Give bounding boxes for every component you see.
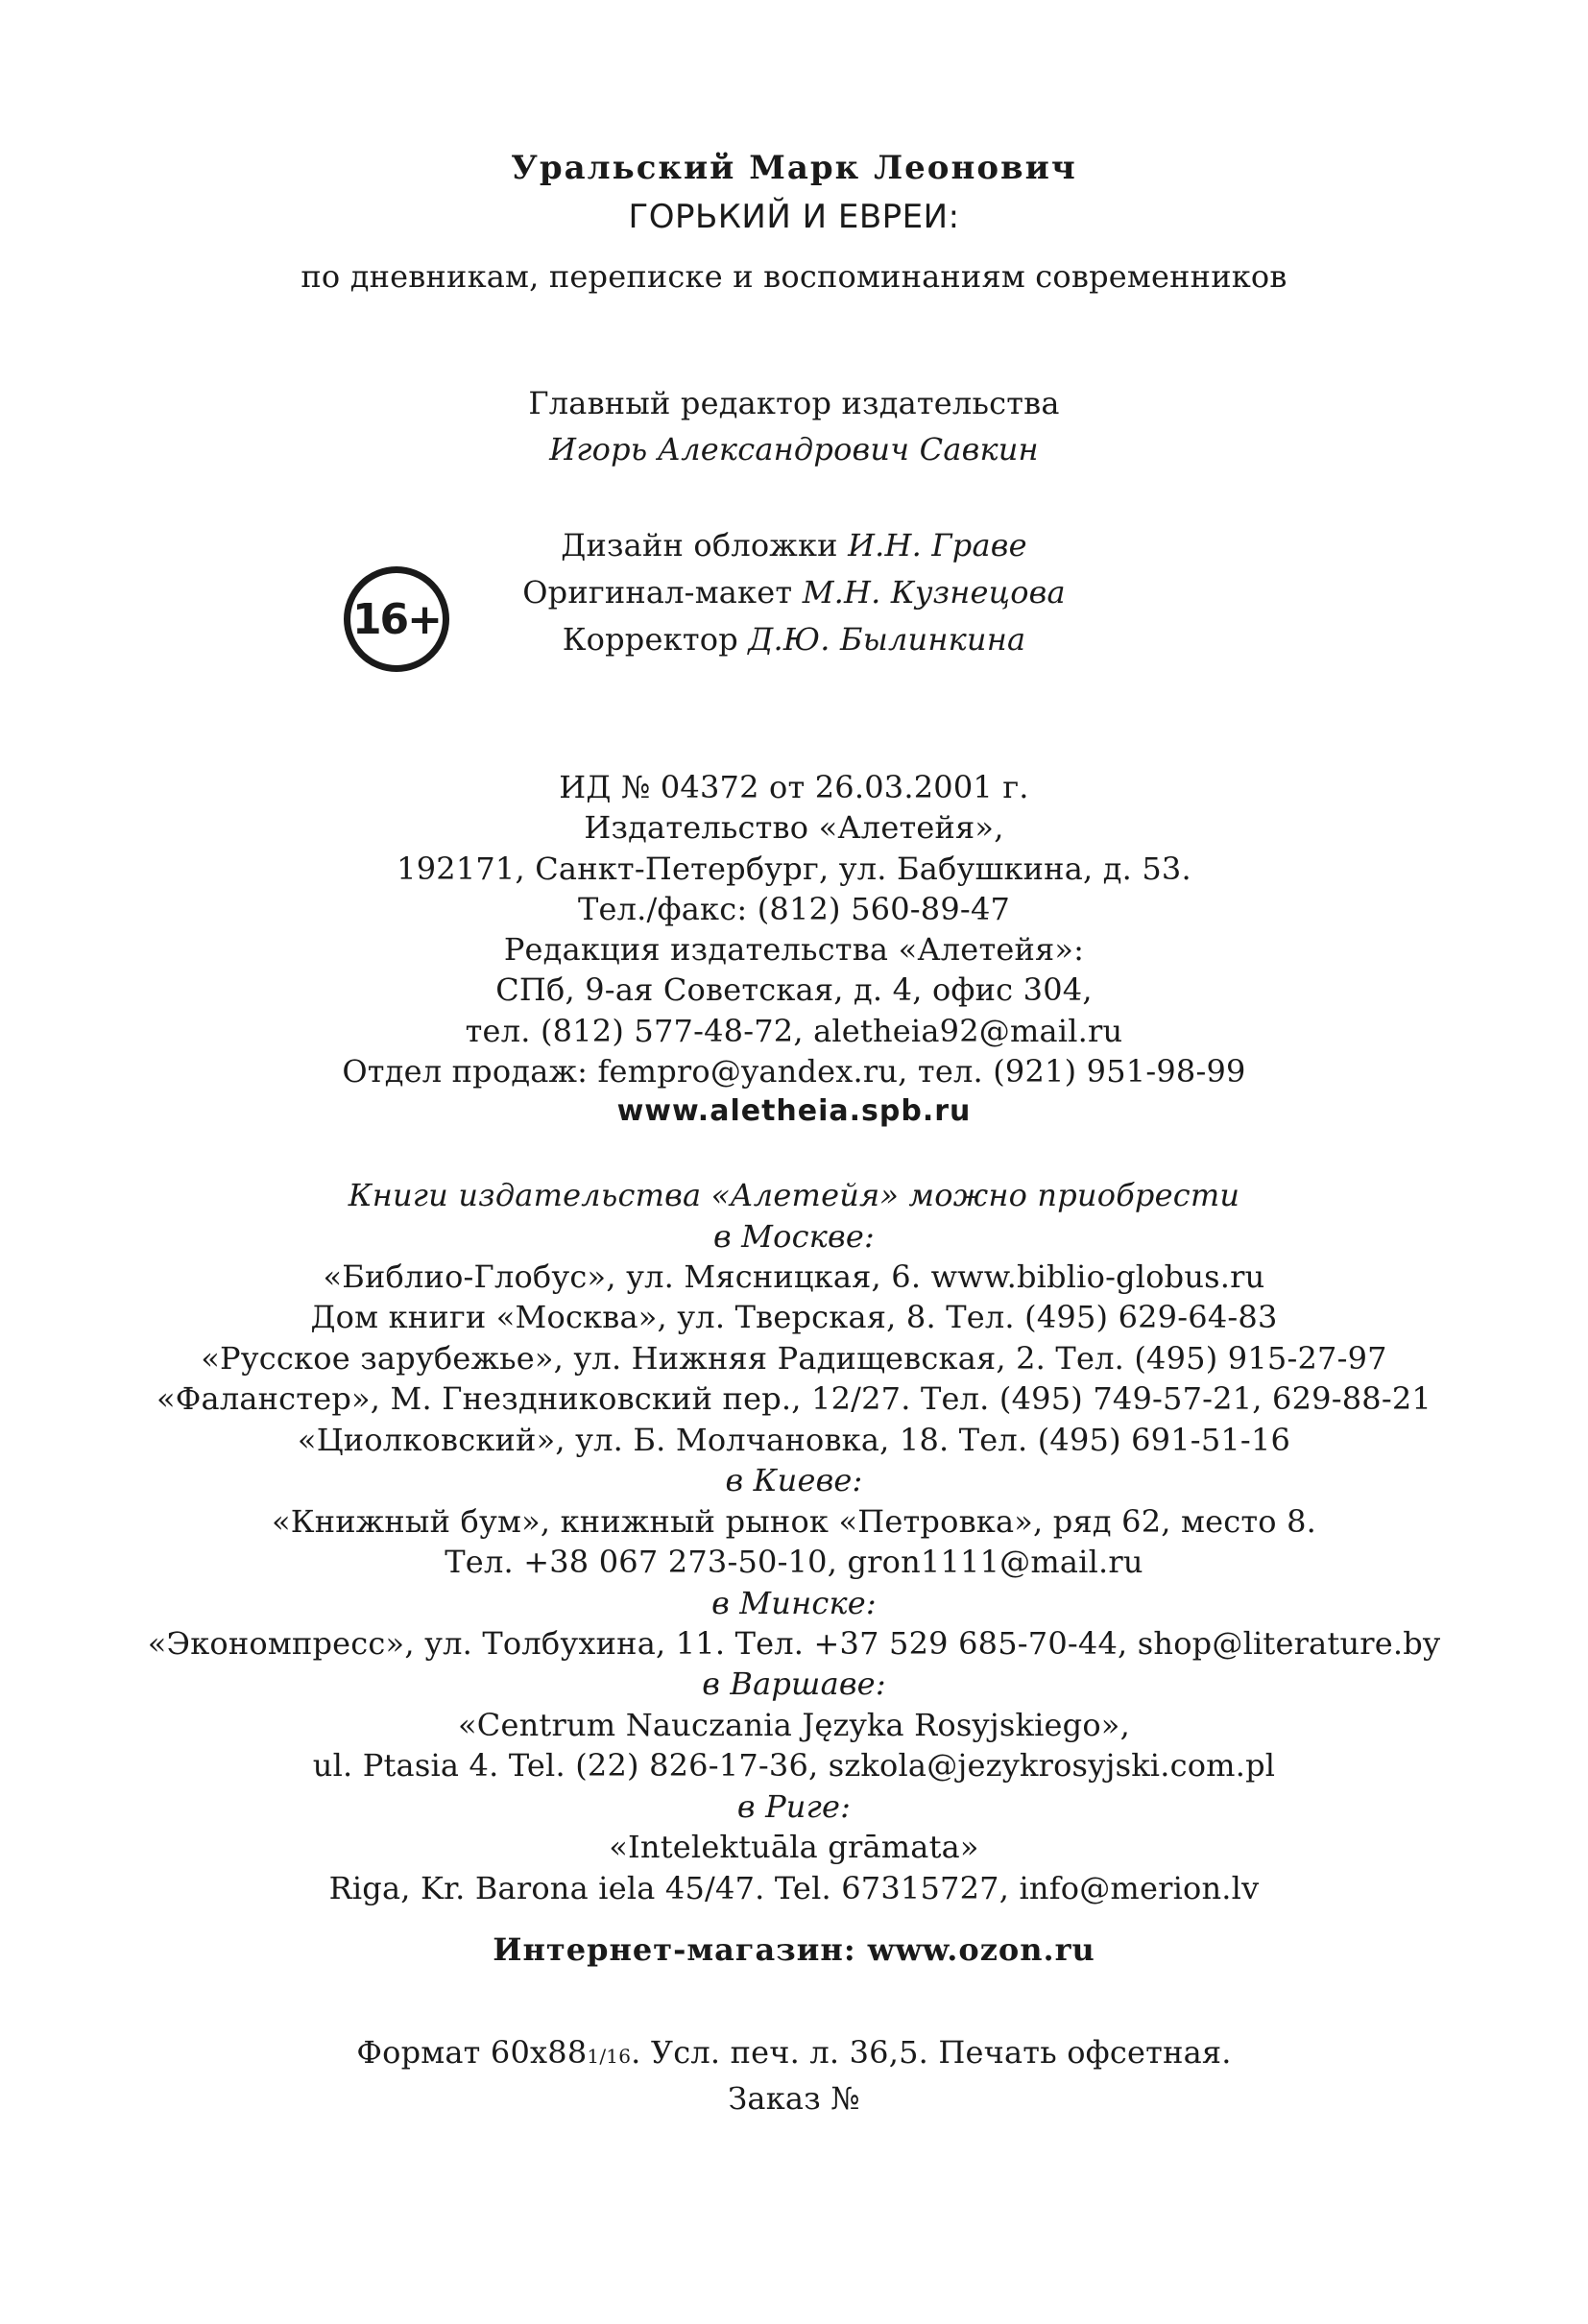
stores-intro: Книги издательства «Алетейя» можно приобрести xyxy=(348,1177,1240,1213)
publisher-license: ИД № 04372 от 26.03.2001 г. xyxy=(559,769,1029,805)
book-title: ГОРЬКИЙ И ЕВРЕИ: xyxy=(628,198,960,236)
credit-layout xyxy=(0,573,1588,611)
warsaw-heading: в Варшаве: xyxy=(702,1665,886,1702)
store-line: ul. Ptasia 4. Tel. (22) 826-17-36, szkola@jezykrosyjski.com.pl xyxy=(312,1747,1276,1784)
book-subtitle: по дневникам, переписке и воспоминаниям современников xyxy=(301,258,1287,295)
editor-role: Главный редактор издательства xyxy=(528,385,1060,421)
store-line: «Книжный бум», книжный рынок «Петровка», ряд 62, место 8. xyxy=(271,1503,1317,1540)
store-line: «Intelektuāla grāmata» xyxy=(609,1829,979,1865)
credit-name: И.Н. Граве xyxy=(848,527,1027,563)
minsk-heading: в Минске: xyxy=(711,1585,877,1621)
print-format xyxy=(0,2033,1588,2075)
kiev-heading: в Киеве: xyxy=(725,1462,863,1498)
credit-role: Корректор xyxy=(562,621,738,658)
age-rating-badge: 16+ xyxy=(344,566,449,672)
editorial-office-address: СПб, 9-ая Советская, д. 4, офис 304, xyxy=(495,971,1093,1008)
store-line: Riga, Kr. Barona iela 45/47. Tel. 67315727, info@merion.lv xyxy=(328,1870,1260,1906)
format-prefix: Формат 60х88 xyxy=(356,2034,588,2071)
moscow-heading: в Москве: xyxy=(712,1218,875,1255)
store-line: «Фаланстер», М. Гнездниковский пер., 12/27. Тел. (495) 749-57-21, 629-88-21 xyxy=(156,1380,1432,1417)
store-line: «Русское зарубежье», ул. Нижняя Радищевская, 2. Тел. (495) 915-27-97 xyxy=(201,1340,1387,1377)
credit-cover-design xyxy=(0,526,1588,564)
editorial-office-contacts: тел. (812) 577-48-72, aletheia92@mail.ru xyxy=(465,1013,1123,1049)
credit-proofreader xyxy=(0,620,1588,659)
store-line: «Centrum Nauczania Języka Rosyjskiego», xyxy=(458,1707,1130,1743)
order-number: Заказ № xyxy=(728,2080,860,2117)
store-line: Дом книги «Москва», ул. Тверская, 8. Тел. (495) 629-64-83 xyxy=(310,1299,1278,1335)
online-store: Интернет-магазин: www.ozon.ru xyxy=(493,1931,1095,1968)
credit-name: Д.Ю. Былинкина xyxy=(748,621,1026,658)
format-fraction: 1/16 xyxy=(587,2045,632,2068)
sales-department: Отдел продаж: fempro@yandex.ru, тел. (921) 951-98-99 xyxy=(342,1053,1246,1090)
publisher-website: www.aletheia.spb.ru xyxy=(616,1094,972,1128)
credit-role: Оригинал-макет xyxy=(522,574,793,611)
publisher-address: 192171, Санкт-Петербург, ул. Бабушкина, д. 53. xyxy=(397,851,1191,887)
publisher-phone: Тел./факс: (812) 560-89-47 xyxy=(577,891,1011,927)
editor-name: Игорь Александрович Савкин xyxy=(549,431,1039,467)
store-line: Тел. +38 067 273-50-10, gron1111@mail.ru xyxy=(445,1544,1143,1580)
author-name: Уральский Марк Леонович xyxy=(511,149,1077,187)
format-suffix: . Усл. печ. л. 36,5. Печать офсетная. xyxy=(631,2034,1232,2071)
store-line: «Циолковский», ул. Б. Молчановка, 18. Тел. (495) 691-51-16 xyxy=(297,1422,1291,1458)
editorial-office-title: Редакция издательства «Алетейя»: xyxy=(503,931,1085,968)
publisher-name: Издательство «Алетейя», xyxy=(584,809,1004,846)
credit-role: Дизайн обложки xyxy=(561,527,838,563)
riga-heading: в Риге: xyxy=(736,1788,852,1825)
store-line: «Библио-Глобус», ул. Мясницкая, 6. www.biblio-globus.ru xyxy=(323,1258,1265,1295)
store-line: «Экономпресс», ул. Толбухина, 11. Тел. +37 529 685-70-44, shop@literature.by xyxy=(147,1625,1441,1662)
credit-name: М.Н. Кузнецова xyxy=(802,574,1066,611)
